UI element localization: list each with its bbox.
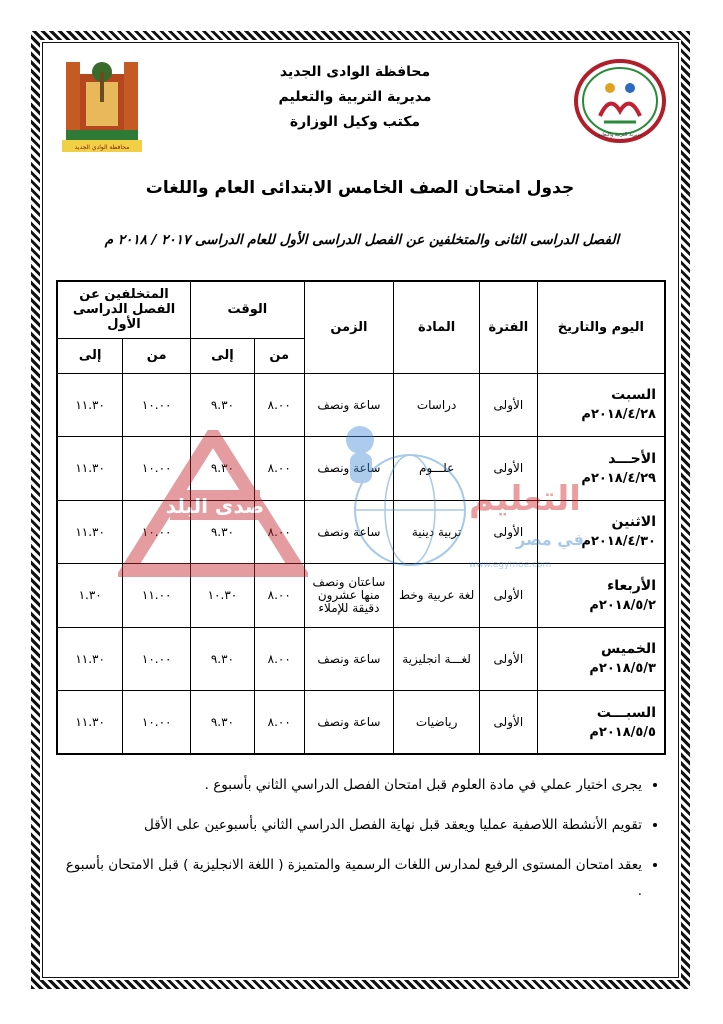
watermark-url: www.egymoe.com (468, 560, 552, 570)
day-name: الأربعاء (607, 577, 656, 594)
watermark-left-text: صدى البلد (165, 494, 265, 518)
duration-cell: ساعة ونصف (304, 500, 394, 564)
day-name: الأحـــد (608, 450, 656, 467)
time-to-cell: ٩.٣٠ (191, 373, 255, 437)
day-name: السبـــت (596, 704, 656, 721)
header-late-students: المتخلفين عن الفصل الدراسى الأول (57, 281, 191, 338)
day-date: ٢٠١٨/٥/٥م (589, 724, 656, 740)
late-to-cell: ١١.٣٠ (57, 691, 123, 755)
late-to-cell: ١١.٣٠ (57, 500, 123, 564)
late-from-cell: ١١.٠٠ (123, 564, 191, 628)
directorate-name: مديرية التربية والتعليم (278, 89, 432, 105)
day-cell (537, 564, 665, 628)
header-from: من (254, 338, 304, 373)
period-cell: الأولى (479, 437, 537, 501)
day-name: الخميس (600, 641, 656, 658)
logo-caption: محافظة الوادي الجديد (74, 144, 130, 151)
subject-cell: علـــوم (394, 437, 480, 501)
period-cell: الأولى (479, 691, 537, 755)
time-to-cell: ٩.٣٠ (191, 627, 255, 691)
duration-cell: ساعة ونصف (304, 691, 394, 755)
day-cell (537, 373, 665, 437)
period-cell: الأولى (479, 564, 537, 628)
notes-section (60, 772, 664, 918)
header-duration: الزمن (304, 281, 394, 373)
day-date: ٢٠١٨/٤/٢٩م (581, 470, 656, 486)
header-subject: المادة (394, 281, 480, 373)
period-cell: الأولى (479, 373, 537, 437)
day-date: ٢٠١٨/٥/٣م (589, 661, 656, 677)
page-title: جدول امتحان الصف الخامس الابتدائى العام واللغات (145, 178, 575, 198)
exam-schedule-table (56, 280, 666, 755)
note-item: • يعقد امتحان المستوى الرفيع لمدارس اللغات الرسمية والمتميزة ( اللغة الانجليزية ) قبل الامتحان بأسبوع . (60, 852, 642, 904)
governorate-logo (56, 52, 148, 157)
late-from-cell: ١٠.٠٠ (123, 373, 191, 437)
time-to-cell: ٩.٣٠ (191, 437, 255, 501)
table-row (57, 691, 665, 755)
header-late-to: إلى (57, 338, 123, 373)
period-cell: الأولى (479, 627, 537, 691)
subject-cell: لغة عربية وخط (394, 564, 480, 628)
note-item: • تقويم الأنشطة اللاصفية عمليا ويعقد قبل نهاية الفصل الدراسي الثاني بأسبوعين على الأقل (60, 812, 642, 838)
duration-cell: ساعة ونصف (304, 373, 394, 437)
day-cell (537, 691, 665, 755)
note-item: • يجرى اختيار عملي في مادة العلوم قبل امتحان الفصل الدراسي الثاني بأسبوع . (60, 772, 642, 798)
late-to-cell: ١١.٣٠ (57, 373, 123, 437)
time-from-cell: ٨.٠٠ (254, 437, 304, 501)
table-row (57, 627, 665, 691)
time-from-cell: ٨.٠٠ (254, 500, 304, 564)
time-to-cell: ٩.٣٠ (191, 500, 255, 564)
header-to: إلى (191, 338, 255, 373)
governorate-name: محافظة الوادى الجديد (279, 64, 431, 80)
letterhead (250, 60, 460, 135)
logo-caption-right: مديرية التربية والتعليم (597, 132, 643, 138)
time-from-cell: ٨.٠٠ (254, 564, 304, 628)
subject-cell: رياضيات (394, 691, 480, 755)
subject-cell: تربية دينية (394, 500, 480, 564)
watermark-right-text: التعليم (469, 479, 581, 519)
watermark-right-sub: في مصر (516, 530, 584, 549)
time-from-cell: ٨.٠٠ (254, 627, 304, 691)
header-period: الفترة (479, 281, 537, 373)
day-cell (537, 500, 665, 564)
day-cell (537, 437, 665, 501)
late-from-cell: ١٠.٠٠ (123, 500, 191, 564)
late-to-cell: ١١.٣٠ (57, 437, 123, 501)
day-date: ٢٠١٨/٤/٢٨م (581, 407, 656, 423)
office-name: مكتب وكيل الوزارة (289, 114, 421, 130)
subject-cell: لغـــة انجليزية (394, 627, 480, 691)
duration-cell: ساعتان ونصف منها عشرون دقيقة للإملاء (304, 564, 394, 628)
late-to-cell: ١.٣٠ (57, 564, 123, 628)
subject-cell: دراسات (394, 373, 480, 437)
header-late-from: من (123, 338, 191, 373)
page-subtitle: الفصل الدراسى الثانى والمتخلفين عن الفصل الدراسى الأول للعام الدراسى ٢٠١٧ / ٢٠١٨ م (104, 232, 620, 248)
day-date: ٢٠١٨/٥/٢م (589, 597, 656, 613)
late-from-cell: ١٠.٠٠ (123, 691, 191, 755)
period-cell: الأولى (479, 500, 537, 564)
duration-cell: ساعة ونصف (304, 627, 394, 691)
duration-cell: ساعة ونصف (304, 437, 394, 501)
day-cell (537, 627, 665, 691)
time-to-cell: ٩.٣٠ (191, 691, 255, 755)
late-from-cell: ١٠.٠٠ (123, 437, 191, 501)
day-name: السبت (611, 387, 656, 404)
header-time: الوقت (191, 281, 305, 338)
day-name: الاثنين (611, 514, 656, 531)
day-date: ٢٠١٨/٤/٣٠م (581, 534, 656, 550)
late-from-cell: ١٠.٠٠ (123, 627, 191, 691)
table-row (57, 500, 665, 564)
late-to-cell: ١١.٣٠ (57, 627, 123, 691)
table-row (57, 437, 665, 501)
time-from-cell: ٨.٠٠ (254, 691, 304, 755)
table-row (57, 373, 665, 437)
time-to-cell: ١٠.٣٠ (191, 564, 255, 628)
header-day-date: اليوم والتاريخ (537, 281, 665, 373)
time-from-cell: ٨.٠٠ (254, 373, 304, 437)
directorate-logo (570, 56, 670, 146)
table-row (57, 564, 665, 628)
